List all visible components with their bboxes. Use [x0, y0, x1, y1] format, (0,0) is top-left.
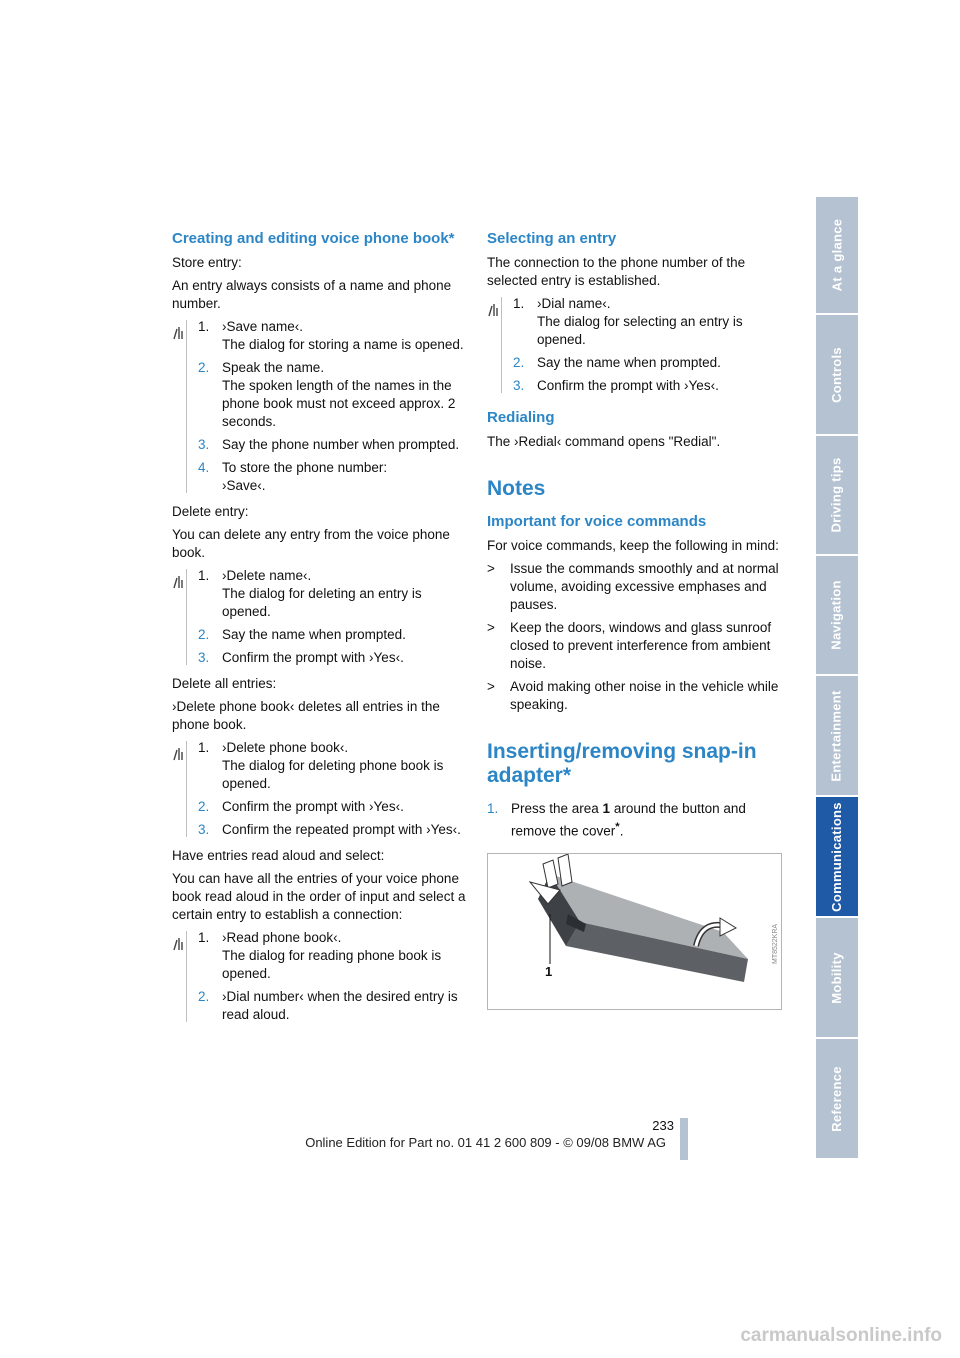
step-number: 3. [198, 650, 210, 665]
tab-communications[interactable]: Communications [816, 797, 858, 918]
bullet-marker: > [487, 620, 495, 635]
voice-step [198, 929, 467, 983]
step-number: 2. [513, 355, 525, 370]
microphone-icon [172, 937, 184, 951]
voice-steps-delete-all [172, 739, 467, 839]
voice-step [198, 821, 467, 839]
step-number: 3. [198, 822, 210, 837]
step-text: Confirm the prompt with ›Yes‹. [537, 378, 719, 393]
voice-steps-read [172, 929, 467, 1024]
left-column [172, 230, 467, 1032]
bullet-item [487, 678, 782, 714]
bullet-text: Issue the commands smoothly and at normal volume, avoiding excessive emphases and pauses. [510, 561, 779, 612]
snap-step-text: Press the area 1 around the button and remove the cover*. [511, 801, 746, 839]
voice-steps-store [172, 318, 467, 495]
label-store-entry: Store entry: [172, 255, 242, 270]
step-number: 4. [198, 460, 210, 475]
watermark: carmanualsonline.info [740, 1325, 942, 1346]
snap-in-adapter-illustration [488, 854, 781, 1009]
voice-step [198, 988, 467, 1024]
step-text: ›Delete phone book‹. The dialog for deleting phone book is opened. [222, 740, 444, 791]
snap-step [487, 800, 782, 841]
voice-step [198, 567, 467, 621]
figure-code: MT8522KRA [772, 923, 779, 964]
voice-steps-delete [172, 567, 467, 667]
step-number: 2. [198, 799, 210, 814]
step-number: 1. [198, 930, 210, 945]
tab-mobility[interactable]: Mobility [816, 918, 858, 1039]
footer-edition: Online Edition for Part no. 01 41 2 600 809 - © 09/08 BMW AG [305, 1135, 666, 1150]
step-number: 1. [198, 319, 210, 334]
voice-step [198, 359, 467, 431]
section-title-selecting-entry: Selecting an entry [487, 230, 617, 247]
snap-in-adapter-figure [487, 853, 782, 1010]
voice-step [198, 436, 467, 454]
right-column [487, 230, 782, 1010]
section-title-snap-in: Inserting/removing snap-in adapter* [487, 740, 757, 787]
chapter-tabs [816, 197, 858, 1160]
step-text: Say the phone number when prompted. [222, 437, 460, 452]
voice-step [198, 318, 467, 354]
step-text: ›Read phone book‹. The dialog for reading phone book is opened. [222, 930, 442, 981]
step-text: Say the name when prompted. [537, 355, 721, 370]
voice-desc: For voice commands, keep the following in mind: [487, 538, 779, 553]
step-text: Speak the name. The spoken length of the names in the phone book must not exceed approx. 2 seconds. [222, 360, 456, 429]
step-number: 1. [198, 740, 210, 755]
section-title-voice-commands: Important for voice commands [487, 513, 707, 530]
bullet-list [487, 560, 782, 714]
select-desc: The connection to the phone number of the selected entry is established. [487, 255, 746, 288]
label-read-aloud: Have entries read aloud and select: [172, 848, 385, 863]
read-aloud-desc: You can have all the entries of your voice phone book read aloud in the order of input and select a certain entry to establish a connection: [172, 871, 466, 922]
bullet-text: Keep the doors, windows and glass sunroof closed to prevent interference from ambient noise. [510, 620, 772, 671]
step-text: ›Dial number‹ when the desired entry is read aloud. [222, 989, 458, 1022]
voice-step [198, 798, 467, 816]
step-number: 1. [198, 568, 210, 583]
bullet-item [487, 560, 782, 614]
tab-controls[interactable]: Controls [816, 315, 858, 436]
store-entry-desc: An entry always consists of a name and phone number. [172, 278, 452, 311]
tab-driving-tips[interactable]: Driving tips [816, 436, 858, 556]
microphone-icon [172, 326, 184, 340]
step-text: ›Delete name‹. The dialog for deleting an entry is opened. [222, 568, 422, 619]
section-title-voice-phone-book: Creating and editing voice phone book* [172, 230, 455, 247]
voice-step [198, 739, 467, 793]
section-title-redialing: Redialing [487, 409, 555, 426]
bullet-marker: > [487, 679, 495, 694]
voice-step [513, 354, 782, 372]
step-text: Confirm the prompt with ›Yes‹. [222, 650, 404, 665]
tab-at-a-glance[interactable]: At a glance [816, 197, 858, 315]
bullet-text: Avoid making other noise in the vehicle while speaking. [510, 679, 779, 712]
bullet-marker: > [487, 561, 495, 576]
tab-navigation[interactable]: Navigation [816, 556, 858, 676]
microphone-icon [172, 747, 184, 761]
microphone-icon [487, 303, 499, 317]
delete-all-desc: ›Delete phone book‹ deletes all entries in the phone book. [172, 699, 440, 732]
redial-desc: The ›Redial‹ command opens "Redial". [487, 434, 721, 449]
tab-entertainment[interactable]: Entertainment [816, 676, 858, 797]
step-text: Confirm the prompt with ›Yes‹. [222, 799, 404, 814]
step-number: 2. [198, 360, 210, 375]
voice-step [198, 626, 467, 644]
step-text: ›Save name‹. The dialog for storing a name is opened. [222, 319, 464, 352]
figure-callout-1: 1 [545, 963, 553, 979]
label-delete-entry: Delete entry: [172, 504, 249, 519]
voice-step [513, 377, 782, 395]
step-number: 1. [513, 296, 525, 311]
step-number: 2. [198, 989, 210, 1004]
step-number: 3. [513, 378, 525, 393]
step-text: To store the phone number: ›Save‹. [222, 460, 388, 493]
section-title-notes: Notes [487, 477, 546, 500]
step-text: ›Dial name‹. The dialog for selecting an entry is opened. [537, 296, 743, 347]
step-text: Confirm the repeated prompt with ›Yes‹. [222, 822, 461, 837]
label-delete-all: Delete all entries: [172, 676, 277, 691]
voice-step [198, 649, 467, 667]
page-number: 233 [652, 1118, 674, 1133]
voice-steps-select [487, 295, 782, 395]
voice-step [198, 459, 467, 495]
snap-step-number: 1. [487, 801, 499, 816]
step-number: 2. [198, 627, 210, 642]
tab-reference[interactable]: Reference [816, 1039, 858, 1160]
step-text: Say the name when prompted. [222, 627, 406, 642]
voice-step [513, 295, 782, 349]
microphone-icon [172, 575, 184, 589]
bullet-item [487, 619, 782, 673]
delete-entry-desc: You can delete any entry from the voice phone book. [172, 527, 450, 560]
step-number: 3. [198, 437, 210, 452]
